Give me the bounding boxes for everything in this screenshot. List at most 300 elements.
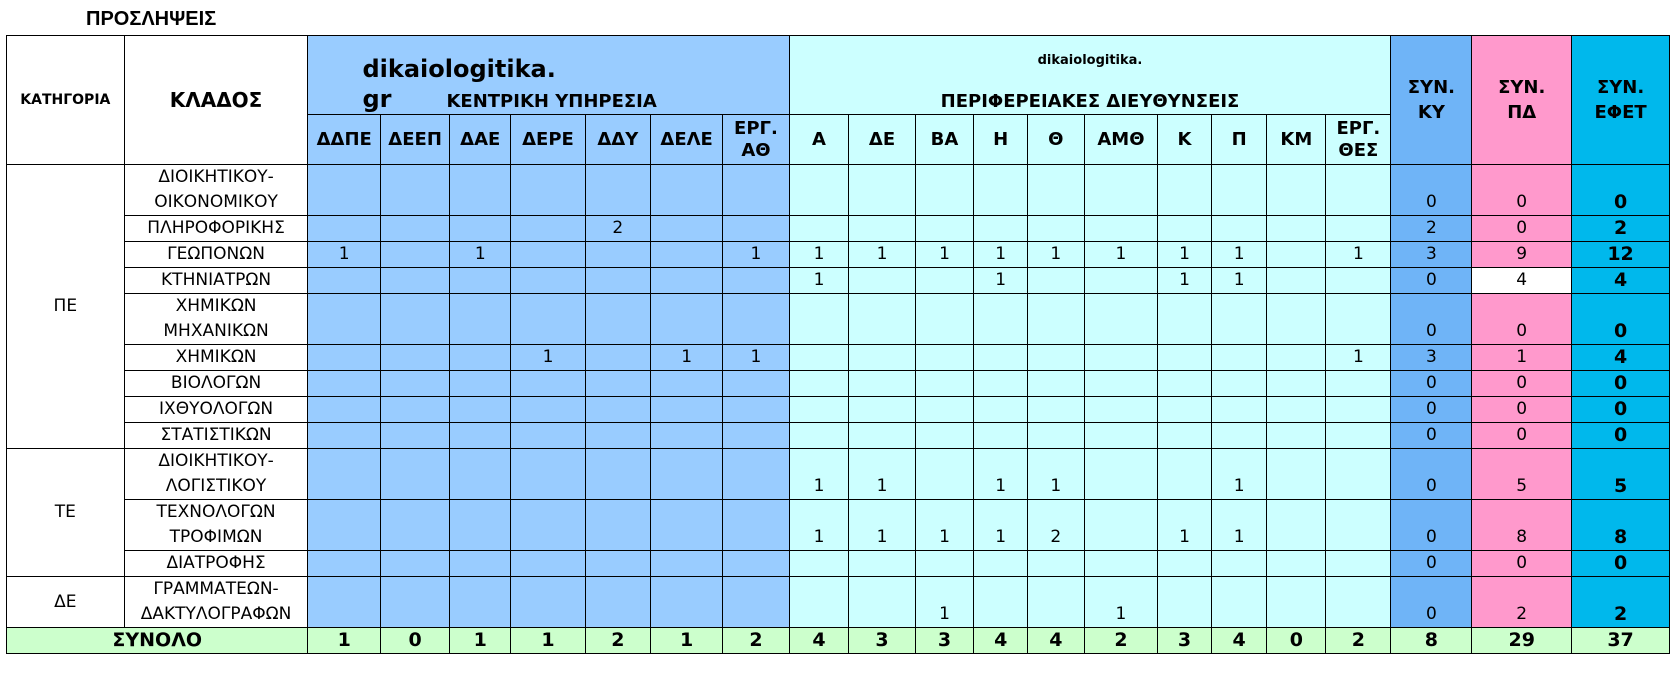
sum-ky-cell: 0 xyxy=(1391,294,1472,345)
value-cell-pd xyxy=(915,268,974,294)
value-cell-pd xyxy=(915,423,974,449)
value-cell-pd: 1 xyxy=(1326,242,1391,268)
sum-efet-cell: 2 xyxy=(1572,216,1670,242)
value-cell-pd xyxy=(789,423,849,449)
value-cell-ky xyxy=(380,397,449,423)
sum-ky-cell: 0 xyxy=(1391,551,1472,577)
sum-efet-cell: 0 xyxy=(1572,294,1670,345)
value-cell-pd xyxy=(1267,551,1326,577)
value-cell-ky xyxy=(308,577,380,628)
value-cell-pd xyxy=(1267,423,1326,449)
header-sum-pd: ΣΥΝ. ΠΔ xyxy=(1472,36,1572,165)
sum-efet-cell: 5 xyxy=(1572,449,1670,500)
sum-pd-cell: 8 xyxy=(1472,500,1572,551)
value-cell-pd xyxy=(1158,371,1212,397)
col-header-pd: Α xyxy=(789,115,849,165)
value-cell-pd xyxy=(1267,216,1326,242)
value-cell-ky xyxy=(450,577,511,628)
branch-cell: ΓΕΩΠΟΝΩΝ xyxy=(124,242,308,268)
branch-cell: ΠΛΗΡΟΦΟΡΙΚΗΣ xyxy=(124,216,308,242)
branch-cell: ΣΤΑΤΙΣΤΙΚΩΝ xyxy=(124,423,308,449)
value-cell-pd: 1 xyxy=(849,500,915,551)
value-cell-pd xyxy=(1267,165,1326,216)
col-header-pd: Κ xyxy=(1158,115,1212,165)
value-cell-ky xyxy=(450,423,511,449)
value-cell-pd xyxy=(1027,423,1084,449)
value-cell-ky xyxy=(511,242,586,268)
value-cell-pd xyxy=(915,551,974,577)
value-cell-pd xyxy=(1326,294,1391,345)
total-row xyxy=(7,628,1670,654)
category-cell: ΔΕ xyxy=(7,577,125,628)
header-sum-efet: ΣΥΝ. ΕΦΕΤ xyxy=(1572,36,1670,165)
value-cell-pd xyxy=(1326,165,1391,216)
value-cell-pd xyxy=(1267,449,1326,500)
category-cell: ΠΕ xyxy=(7,165,125,449)
sum-pd-cell: 0 xyxy=(1472,294,1572,345)
table-row xyxy=(7,216,1670,242)
value-cell-pd xyxy=(974,294,1028,345)
sum-ky-cell: 0 xyxy=(1391,268,1472,294)
value-cell-ky xyxy=(450,294,511,345)
value-cell-ky xyxy=(650,268,722,294)
value-cell-pd xyxy=(1211,423,1267,449)
value-cell-pd: 1 xyxy=(915,577,974,628)
value-cell-pd: 1 xyxy=(974,500,1028,551)
sum-pd-cell: 9 xyxy=(1472,242,1572,268)
total-value-cell: 1 xyxy=(650,628,722,654)
table-row xyxy=(7,397,1670,423)
col-header-ky: ΔΕΡΕ xyxy=(511,115,586,165)
total-value-cell: 2 xyxy=(585,628,650,654)
value-cell-pd: 1 xyxy=(915,500,974,551)
value-cell-pd xyxy=(1084,371,1158,397)
value-cell-pd xyxy=(974,345,1028,371)
value-cell-pd: 1 xyxy=(1158,242,1212,268)
watermark-large: dikaiologitika. gr xyxy=(362,55,556,113)
value-cell-ky: 1 xyxy=(511,345,586,371)
total-value-cell: 1 xyxy=(511,628,586,654)
col-header-ky: ΕΡΓ. ΑΘ xyxy=(723,115,789,165)
header-central-service-group xyxy=(308,36,789,115)
value-cell-ky xyxy=(723,449,789,500)
value-cell-ky xyxy=(380,551,449,577)
sum-ky-cell: 3 xyxy=(1391,242,1472,268)
value-cell-pd xyxy=(1027,165,1084,216)
total-value-cell: 4 xyxy=(789,628,849,654)
value-cell-pd xyxy=(789,165,849,216)
value-cell-pd xyxy=(849,423,915,449)
total-value-cell: 3 xyxy=(1158,628,1212,654)
value-cell-pd xyxy=(1027,551,1084,577)
value-cell-pd: 1 xyxy=(789,449,849,500)
value-cell-pd xyxy=(849,294,915,345)
value-cell-pd xyxy=(1326,216,1391,242)
value-cell-ky xyxy=(650,165,722,216)
value-cell-pd xyxy=(1158,165,1212,216)
value-cell-pd: 1 xyxy=(1211,449,1267,500)
total-value-cell: 3 xyxy=(849,628,915,654)
branch-cell: ΧΗΜΙΚΩΝ xyxy=(124,345,308,371)
value-cell-pd xyxy=(1158,577,1212,628)
value-cell-pd xyxy=(1158,423,1212,449)
col-header-pd: ΑΜΘ xyxy=(1084,115,1158,165)
value-cell-pd xyxy=(1084,551,1158,577)
col-header-pd: Θ xyxy=(1027,115,1084,165)
value-cell-ky xyxy=(585,345,650,371)
value-cell-pd xyxy=(974,423,1028,449)
value-cell-ky xyxy=(650,397,722,423)
sum-pd-cell: 0 xyxy=(1472,423,1572,449)
total-value-cell: 2 xyxy=(1326,628,1391,654)
sum-efet-cell: 0 xyxy=(1572,165,1670,216)
value-cell-pd xyxy=(849,577,915,628)
value-cell-ky xyxy=(450,397,511,423)
value-cell-ky xyxy=(380,500,449,551)
value-cell-pd xyxy=(1211,294,1267,345)
value-cell-pd xyxy=(1027,371,1084,397)
value-cell-pd: 1 xyxy=(1211,500,1267,551)
value-cell-pd xyxy=(849,165,915,216)
value-cell-pd xyxy=(849,268,915,294)
value-cell-pd xyxy=(1027,216,1084,242)
value-cell-ky xyxy=(585,500,650,551)
value-cell-ky xyxy=(450,449,511,500)
value-cell-pd xyxy=(849,371,915,397)
value-cell-pd xyxy=(1027,268,1084,294)
value-cell-ky xyxy=(450,551,511,577)
total-value-cell: 4 xyxy=(974,628,1028,654)
value-cell-pd xyxy=(915,449,974,500)
value-cell-ky xyxy=(723,371,789,397)
value-cell-ky xyxy=(450,216,511,242)
total-value-cell: 8 xyxy=(1391,628,1472,654)
total-value-cell: 1 xyxy=(308,628,380,654)
sum-pd-cell: 0 xyxy=(1472,397,1572,423)
value-cell-pd xyxy=(915,216,974,242)
table-row xyxy=(7,577,1670,628)
sum-ky-cell: 2 xyxy=(1391,216,1472,242)
value-cell-ky: 1 xyxy=(308,242,380,268)
value-cell-ky: 2 xyxy=(585,216,650,242)
value-cell-pd: 1 xyxy=(1027,449,1084,500)
value-cell-ky xyxy=(511,268,586,294)
value-cell-ky xyxy=(308,449,380,500)
sum-pd-cell: 2 xyxy=(1472,577,1572,628)
col-header-pd: ΒΑ xyxy=(915,115,974,165)
value-cell-ky xyxy=(511,423,586,449)
value-cell-ky xyxy=(585,577,650,628)
value-cell-pd xyxy=(1158,449,1212,500)
value-cell-pd xyxy=(915,397,974,423)
branch-cell: ΔΙΑΤΡΟΦΗΣ xyxy=(124,551,308,577)
value-cell-ky xyxy=(380,345,449,371)
value-cell-ky xyxy=(511,449,586,500)
value-cell-ky xyxy=(585,294,650,345)
value-cell-pd: 1 xyxy=(974,268,1028,294)
col-header-ky: ΔΔΥ xyxy=(585,115,650,165)
sum-pd-cell: 5 xyxy=(1472,449,1572,500)
value-cell-ky xyxy=(380,216,449,242)
value-cell-pd xyxy=(974,397,1028,423)
header-branch: ΚΛΑΔΟΣ xyxy=(124,36,308,165)
value-cell-ky xyxy=(650,449,722,500)
value-cell-ky xyxy=(380,165,449,216)
value-cell-ky xyxy=(450,345,511,371)
header-central-service: ΚΕΝΤΡΙΚΗ ΥΠΗΡΕΣΙΑ xyxy=(446,91,657,112)
value-cell-pd xyxy=(849,551,915,577)
value-cell-pd xyxy=(1326,500,1391,551)
value-cell-ky xyxy=(380,294,449,345)
col-header-pd: Π xyxy=(1211,115,1267,165)
value-cell-pd xyxy=(974,216,1028,242)
branch-cell: ΔΙΟΙΚΗΤΙΚΟΥ- ΟΙΚΟΝΟΜΙΚΟΥ xyxy=(124,165,308,216)
value-cell-pd: 1 xyxy=(1158,500,1212,551)
branch-cell: ΚΤΗΝΙΑΤΡΩΝ xyxy=(124,268,308,294)
value-cell-pd: 2 xyxy=(1027,500,1084,551)
sum-pd-cell: 0 xyxy=(1472,371,1572,397)
value-cell-ky xyxy=(308,268,380,294)
value-cell-ky xyxy=(308,397,380,423)
value-cell-pd xyxy=(1211,165,1267,216)
col-header-pd: ΔΕ xyxy=(849,115,915,165)
value-cell-ky xyxy=(511,577,586,628)
total-value-cell: 4 xyxy=(1027,628,1084,654)
sum-pd-cell: 1 xyxy=(1472,345,1572,371)
value-cell-ky xyxy=(511,397,586,423)
value-cell-pd xyxy=(1267,242,1326,268)
value-cell-pd xyxy=(1211,577,1267,628)
value-cell-pd xyxy=(1267,345,1326,371)
sum-ky-cell: 0 xyxy=(1391,500,1472,551)
col-header-pd: Η xyxy=(974,115,1028,165)
value-cell-pd xyxy=(1084,216,1158,242)
value-cell-ky xyxy=(723,500,789,551)
sum-efet-cell: 8 xyxy=(1572,500,1670,551)
value-cell-pd xyxy=(1267,371,1326,397)
value-cell-pd xyxy=(974,551,1028,577)
value-cell-ky xyxy=(723,294,789,345)
sum-pd-cell: 0 xyxy=(1472,551,1572,577)
value-cell-ky xyxy=(450,268,511,294)
value-cell-pd xyxy=(1027,397,1084,423)
col-header-ky: ΔΕΛΕ xyxy=(650,115,722,165)
value-cell-ky xyxy=(650,500,722,551)
sum-efet-cell: 0 xyxy=(1572,371,1670,397)
value-cell-pd xyxy=(789,345,849,371)
value-cell-pd xyxy=(1267,294,1326,345)
value-cell-ky xyxy=(585,551,650,577)
value-cell-ky xyxy=(308,551,380,577)
col-header-ky: ΔΔΠΕ xyxy=(308,115,380,165)
value-cell-pd xyxy=(1267,577,1326,628)
value-cell-pd xyxy=(789,551,849,577)
value-cell-pd xyxy=(915,165,974,216)
value-cell-pd xyxy=(789,397,849,423)
value-cell-ky xyxy=(511,216,586,242)
sum-ky-cell: 0 xyxy=(1391,449,1472,500)
col-header-ky: ΔΕΕΠ xyxy=(380,115,449,165)
value-cell-ky xyxy=(511,294,586,345)
value-cell-ky xyxy=(308,371,380,397)
value-cell-pd xyxy=(1158,216,1212,242)
value-cell-pd xyxy=(1326,577,1391,628)
col-header-pd: ΚΜ xyxy=(1267,115,1326,165)
value-cell-pd xyxy=(974,371,1028,397)
value-cell-pd xyxy=(1084,500,1158,551)
header-category: ΚΑΤΗΓΟΡΙΑ xyxy=(7,36,125,165)
value-cell-ky xyxy=(723,551,789,577)
value-cell-pd xyxy=(1084,423,1158,449)
value-cell-pd: 1 xyxy=(1158,268,1212,294)
value-cell-ky: 1 xyxy=(450,242,511,268)
value-cell-ky xyxy=(511,551,586,577)
table-body xyxy=(7,165,1670,654)
table-row xyxy=(7,165,1670,216)
value-cell-ky: 1 xyxy=(723,242,789,268)
value-cell-ky xyxy=(650,577,722,628)
sum-efet-cell: 0 xyxy=(1572,423,1670,449)
value-cell-pd: 1 xyxy=(974,242,1028,268)
value-cell-pd xyxy=(974,577,1028,628)
value-cell-ky xyxy=(511,165,586,216)
branch-cell: ΓΡΑΜΜΑΤΕΩΝ- ΔΑΚΤΥΛΟΓΡΑΦΩΝ xyxy=(124,577,308,628)
value-cell-ky xyxy=(450,165,511,216)
col-header-ky: ΔΑΕ xyxy=(450,115,511,165)
value-cell-ky xyxy=(585,371,650,397)
value-cell-ky xyxy=(723,423,789,449)
value-cell-pd xyxy=(915,294,974,345)
value-cell-pd xyxy=(849,216,915,242)
sum-efet-cell: 4 xyxy=(1572,345,1670,371)
value-cell-pd xyxy=(1158,345,1212,371)
value-cell-pd: 1 xyxy=(1084,577,1158,628)
value-cell-pd xyxy=(915,345,974,371)
value-cell-ky xyxy=(450,500,511,551)
value-cell-ky xyxy=(511,500,586,551)
value-cell-pd: 1 xyxy=(789,268,849,294)
total-value-cell: 3 xyxy=(915,628,974,654)
value-cell-ky xyxy=(511,371,586,397)
value-cell-pd xyxy=(1027,577,1084,628)
table-row xyxy=(7,500,1670,551)
table-row xyxy=(7,551,1670,577)
sum-pd-cell: 0 xyxy=(1472,165,1572,216)
table-row xyxy=(7,268,1670,294)
value-cell-pd xyxy=(789,216,849,242)
total-value-cell: 0 xyxy=(1267,628,1326,654)
value-cell-ky xyxy=(650,551,722,577)
value-cell-pd xyxy=(915,371,974,397)
value-cell-ky xyxy=(308,216,380,242)
branch-cell: ΤΕΧΝΟΛΟΓΩΝ ΤΡΟΦΙΜΩΝ xyxy=(124,500,308,551)
value-cell-ky xyxy=(723,577,789,628)
value-cell-pd xyxy=(1084,449,1158,500)
recruitment-table xyxy=(6,35,1670,654)
value-cell-ky xyxy=(308,345,380,371)
sum-ky-cell: 3 xyxy=(1391,345,1472,371)
header-regional-group xyxy=(789,36,1391,115)
value-cell-ky xyxy=(723,165,789,216)
value-cell-pd: 1 xyxy=(1326,345,1391,371)
table-row xyxy=(7,423,1670,449)
sum-pd-cell: 0 xyxy=(1472,216,1572,242)
table-row xyxy=(7,294,1670,345)
sum-ky-cell: 0 xyxy=(1391,577,1472,628)
value-cell-pd xyxy=(1326,551,1391,577)
value-cell-pd xyxy=(1326,268,1391,294)
value-cell-pd xyxy=(1267,500,1326,551)
total-label: ΣΥΝΟΛΟ xyxy=(7,628,308,654)
total-value-cell: 2 xyxy=(1084,628,1158,654)
branch-cell: ΙΧΘΥΟΛΟΓΩΝ xyxy=(124,397,308,423)
value-cell-pd xyxy=(1211,397,1267,423)
sum-ky-cell: 0 xyxy=(1391,423,1472,449)
total-value-cell: 37 xyxy=(1572,628,1670,654)
value-cell-ky xyxy=(380,423,449,449)
value-cell-pd: 1 xyxy=(974,449,1028,500)
value-cell-pd: 1 xyxy=(915,242,974,268)
sum-efet-cell: 4 xyxy=(1572,268,1670,294)
value-cell-ky xyxy=(585,397,650,423)
value-cell-ky xyxy=(650,371,722,397)
value-cell-pd xyxy=(1084,294,1158,345)
total-value-cell: 29 xyxy=(1472,628,1572,654)
value-cell-ky xyxy=(585,242,650,268)
total-value-cell: 2 xyxy=(723,628,789,654)
value-cell-ky xyxy=(650,423,722,449)
value-cell-ky xyxy=(650,242,722,268)
value-cell-ky xyxy=(585,165,650,216)
value-cell-pd xyxy=(1158,551,1212,577)
value-cell-pd xyxy=(1326,423,1391,449)
value-cell-ky xyxy=(650,216,722,242)
value-cell-pd xyxy=(1084,268,1158,294)
sum-ky-cell: 0 xyxy=(1391,165,1472,216)
table-row xyxy=(7,345,1670,371)
total-value-cell: 4 xyxy=(1211,628,1267,654)
value-cell-ky: 1 xyxy=(723,345,789,371)
value-cell-pd xyxy=(1326,397,1391,423)
value-cell-pd xyxy=(974,165,1028,216)
value-cell-pd xyxy=(1027,294,1084,345)
value-cell-ky xyxy=(450,371,511,397)
sum-efet-cell: 0 xyxy=(1572,397,1670,423)
col-header-pd: ΕΡΓ. ΘΕΣ xyxy=(1326,115,1391,165)
value-cell-ky xyxy=(308,500,380,551)
value-cell-ky: 1 xyxy=(650,345,722,371)
value-cell-pd xyxy=(789,294,849,345)
value-cell-ky xyxy=(380,449,449,500)
table-row xyxy=(7,242,1670,268)
value-cell-pd xyxy=(1267,397,1326,423)
value-cell-ky xyxy=(380,268,449,294)
value-cell-pd: 1 xyxy=(849,449,915,500)
value-cell-ky xyxy=(308,423,380,449)
value-cell-ky xyxy=(723,397,789,423)
total-value-cell: 1 xyxy=(450,628,511,654)
value-cell-pd xyxy=(1211,345,1267,371)
watermark-small: dikaiologitika. xyxy=(1037,53,1143,68)
value-cell-ky xyxy=(723,216,789,242)
sum-ky-cell: 0 xyxy=(1391,397,1472,423)
value-cell-pd xyxy=(789,577,849,628)
value-cell-pd: 1 xyxy=(789,500,849,551)
value-cell-ky xyxy=(380,577,449,628)
value-cell-pd xyxy=(1158,294,1212,345)
value-cell-ky xyxy=(585,449,650,500)
value-cell-pd: 1 xyxy=(1211,268,1267,294)
